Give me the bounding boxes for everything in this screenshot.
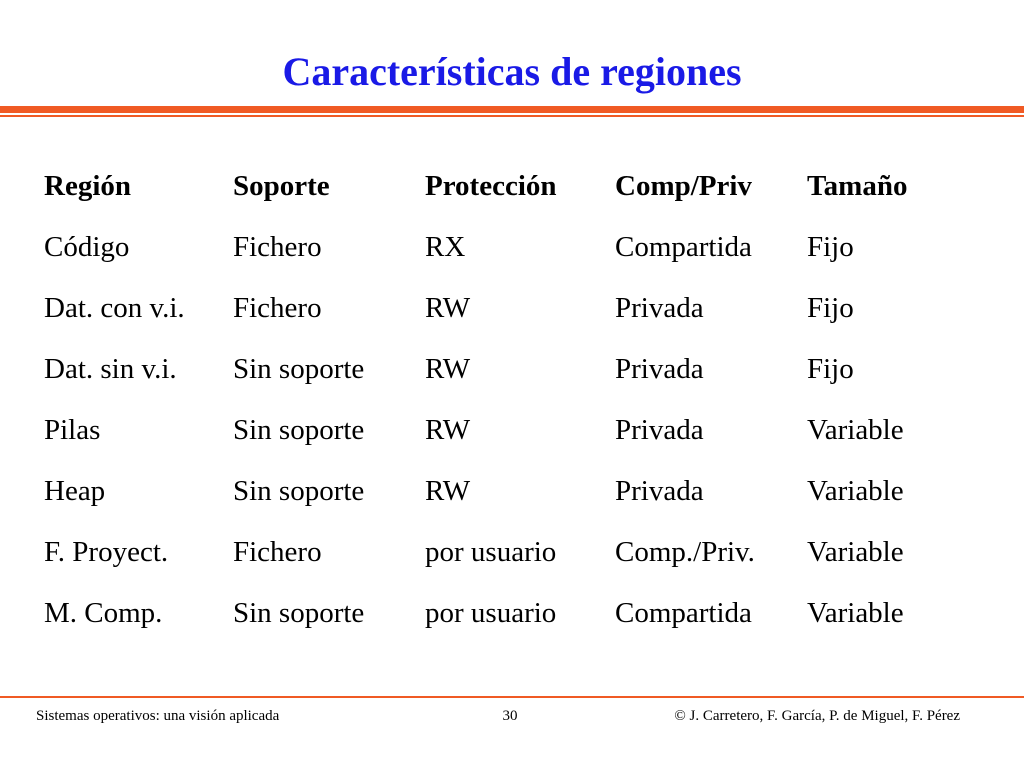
table-row — [44, 217, 947, 278]
cell-size: Variable — [807, 475, 904, 507]
cell-shared-private: Compartida — [615, 231, 752, 263]
cell-shared-private: Compartida — [615, 597, 752, 629]
cell-region: Código — [44, 231, 130, 263]
title-divider-thick — [0, 106, 1024, 113]
regions-table — [44, 156, 947, 644]
table-row — [44, 522, 947, 583]
cell-shared-private: Privada — [615, 414, 704, 446]
cell-size: Fijo — [807, 292, 854, 324]
cell-support: Sin soporte — [233, 475, 365, 507]
cell-size: Variable — [807, 536, 904, 568]
header-region: Región — [44, 170, 131, 202]
table-row — [44, 461, 947, 522]
cell-support: Sin soporte — [233, 597, 365, 629]
cell-region: Pilas — [44, 414, 101, 446]
header-protection: Protección — [425, 170, 557, 202]
cell-protection: RX — [425, 231, 466, 263]
table-row — [44, 583, 947, 644]
cell-support: Fichero — [233, 231, 322, 263]
header-shared-private: Comp/Priv — [615, 170, 752, 202]
header-support: Soporte — [233, 170, 330, 202]
cell-protection: RW — [425, 414, 471, 446]
cell-size: Variable — [807, 414, 904, 446]
cell-region: Dat. sin v.i. — [44, 353, 177, 385]
cell-protection: RW — [425, 353, 471, 385]
cell-protection: RW — [425, 475, 471, 507]
footer-copyright: © J. Carretero, F. García, P. de Miguel, F. Pérez — [674, 708, 960, 724]
cell-protection: por usuario — [425, 597, 557, 629]
cell-support: Sin soporte — [233, 414, 365, 446]
footer-divider — [0, 696, 1024, 698]
table-header-row — [44, 156, 947, 217]
footer-book-title: Sistemas operativos: una visión aplicada — [36, 708, 280, 724]
table-row — [44, 339, 947, 400]
cell-support: Fichero — [233, 292, 322, 324]
cell-protection: por usuario — [425, 536, 557, 568]
cell-shared-private: Privada — [615, 292, 704, 324]
header-size: Tamaño — [807, 170, 908, 202]
cell-region: Dat. con v.i. — [44, 292, 185, 324]
cell-size: Variable — [807, 597, 904, 629]
cell-shared-private: Privada — [615, 475, 704, 507]
cell-size: Fijo — [807, 353, 854, 385]
footer-page-number: 30 — [502, 708, 518, 724]
cell-region: M. Comp. — [44, 597, 163, 629]
cell-size: Fijo — [807, 231, 854, 263]
cell-support: Sin soporte — [233, 353, 365, 385]
cell-protection: RW — [425, 292, 471, 324]
cell-support: Fichero — [233, 536, 322, 568]
cell-region: F. Proyect. — [44, 536, 169, 568]
slide-title: Características de regiones — [282, 49, 742, 94]
cell-shared-private: Comp./Priv. — [615, 536, 755, 568]
cell-shared-private: Privada — [615, 353, 704, 385]
table-row — [44, 400, 947, 461]
cell-region: Heap — [44, 475, 106, 507]
title-divider-thin — [0, 115, 1024, 117]
table-row — [44, 278, 947, 339]
